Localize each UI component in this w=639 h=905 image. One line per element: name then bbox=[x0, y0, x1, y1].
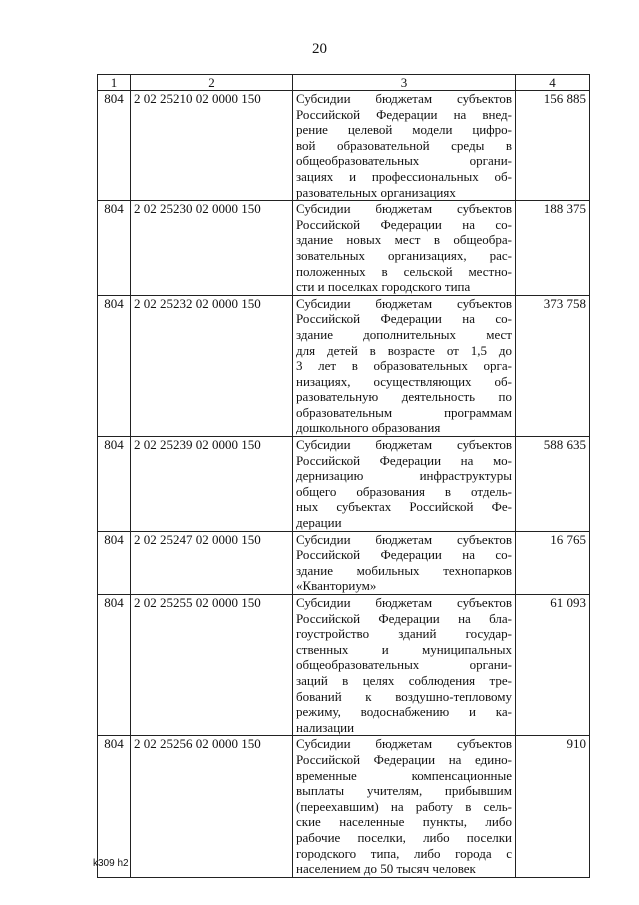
description-cell bbox=[293, 295, 516, 436]
description-line: низациях, осуществляющих об- bbox=[296, 373, 512, 389]
description-cell bbox=[293, 91, 516, 201]
description-line: Субсидии бюджетам субъектов bbox=[296, 295, 512, 311]
footer-code: k309 h2 bbox=[93, 858, 129, 869]
description-line: Субсидии бюджетам субъектов bbox=[296, 437, 512, 453]
description-line: временные компенсационные bbox=[296, 767, 512, 783]
admin-code-cell: 804 bbox=[98, 437, 131, 532]
description-line: (переехавшим) на работу в сель- bbox=[296, 798, 512, 814]
budget-classification-code-cell: 2 02 25256 02 0000 150 bbox=[131, 736, 293, 877]
description-line: рабочие поселки, либо поселки bbox=[296, 829, 512, 845]
description-line: Субсидии бюджетам субъектов bbox=[296, 91, 512, 106]
amount-cell: 910 bbox=[516, 736, 590, 877]
column-header-3: 3 bbox=[293, 75, 516, 91]
description-line: выплаты учителям, прибывшим bbox=[296, 783, 512, 799]
amount-cell: 156 885 bbox=[516, 91, 590, 201]
description-line: режиму, водоснабжению и ка- bbox=[296, 704, 512, 720]
table-row bbox=[98, 91, 590, 201]
description-line: нализации bbox=[296, 719, 355, 735]
amount-cell: 188 375 bbox=[516, 201, 590, 296]
description-cell bbox=[293, 531, 516, 594]
description-line: зациях и профессиональных об- bbox=[296, 168, 512, 184]
description-line: вой образовательной среды в bbox=[296, 137, 512, 153]
table-row bbox=[98, 437, 590, 532]
description-line: ных субъектах Российской Фе- bbox=[296, 499, 512, 515]
description-line: разовательных организациях bbox=[296, 184, 456, 200]
description-line: гоустройство зданий государ- bbox=[296, 626, 512, 642]
table-row bbox=[98, 595, 590, 736]
table-row bbox=[98, 531, 590, 594]
description-line: рение целевой модели цифро- bbox=[296, 122, 512, 138]
admin-code-cell: 804 bbox=[98, 201, 131, 296]
amount-cell: 61 093 bbox=[516, 595, 590, 736]
description-line: ственных и муниципальных bbox=[296, 641, 512, 657]
description-line: «Кванториум» bbox=[296, 578, 377, 594]
column-header-1: 1 bbox=[98, 75, 131, 91]
table-row bbox=[98, 736, 590, 877]
description-cell bbox=[293, 437, 516, 532]
column-header-2: 2 bbox=[131, 75, 293, 91]
description-line: заций в целях соблюдения тре- bbox=[296, 672, 512, 688]
description-line: здание новых мест в общеобра- bbox=[296, 232, 512, 248]
admin-code-cell: 804 bbox=[98, 531, 131, 594]
description-cell bbox=[293, 201, 516, 296]
page-number: 20 bbox=[312, 41, 327, 57]
admin-code-cell: 804 bbox=[98, 736, 131, 877]
description-line: Российской Федерации на со- bbox=[296, 311, 512, 327]
description-line: Российской Федерации на со- bbox=[296, 547, 512, 563]
description-line: Российской Федерации на бла- bbox=[296, 610, 512, 626]
description-line: общего образования в отдель- bbox=[296, 483, 512, 499]
budget-classification-code-cell: 2 02 25230 02 0000 150 bbox=[131, 201, 293, 296]
description-line: сти и поселках городского типа bbox=[296, 279, 471, 295]
description-line: городского типа, либо города с bbox=[296, 845, 512, 861]
description-line: Российской Федерации на со- bbox=[296, 216, 512, 232]
admin-code-cell: 804 bbox=[98, 595, 131, 736]
description-line: Субсидии бюджетам субъектов bbox=[296, 531, 512, 547]
description-cell bbox=[293, 736, 516, 877]
description-line: дернизацию инфраструктуры bbox=[296, 468, 512, 484]
budget-classification-code-cell: 2 02 25239 02 0000 150 bbox=[131, 437, 293, 532]
amount-cell: 373 758 bbox=[516, 295, 590, 436]
description-cell bbox=[293, 595, 516, 736]
budget-classification-code-cell: 2 02 25255 02 0000 150 bbox=[131, 595, 293, 736]
description-line: Субсидии бюджетам субъектов bbox=[296, 201, 512, 217]
amount-cell: 588 635 bbox=[516, 437, 590, 532]
table-body bbox=[98, 91, 590, 878]
description-line: для детей в возрасте от 1,5 до bbox=[296, 342, 512, 358]
description-line: Российской Федерации на мо- bbox=[296, 452, 512, 468]
budget-classification-code-cell: 2 02 25247 02 0000 150 bbox=[131, 531, 293, 594]
description-line: образовательным программам bbox=[296, 404, 512, 420]
header-row bbox=[98, 75, 590, 91]
description-line: населением до 50 тысяч человек bbox=[296, 861, 476, 877]
admin-code-cell: 804 bbox=[98, 91, 131, 201]
budget-table bbox=[97, 74, 590, 878]
budget-classification-code-cell: 2 02 25210 02 0000 150 bbox=[131, 91, 293, 201]
amount-cell: 16 765 bbox=[516, 531, 590, 594]
description-line: 3 лет в образовательных орга- bbox=[296, 358, 512, 374]
description-line: общеобразовательных органи- bbox=[296, 657, 512, 673]
description-line: зовательных организациях, рас- bbox=[296, 247, 512, 263]
table-row bbox=[98, 295, 590, 436]
description-line: Субсидии бюджетам субъектов bbox=[296, 736, 512, 752]
description-line: Российской Федерации на внед- bbox=[296, 106, 512, 122]
description-line: ские населенные пункты, либо bbox=[296, 814, 512, 830]
table-row bbox=[98, 201, 590, 296]
description-line: бований к воздушно-тепловому bbox=[296, 688, 512, 704]
description-line: дошкольного образования bbox=[296, 420, 441, 436]
description-line: положенных в сельской местно- bbox=[296, 263, 512, 279]
column-header-4: 4 bbox=[516, 75, 590, 91]
description-line: общеобразовательных органи- bbox=[296, 153, 512, 169]
description-line: здание мобильных технопарков bbox=[296, 562, 512, 578]
description-line: разовательную деятельность по bbox=[296, 389, 512, 405]
description-line: Российской Федерации на едино- bbox=[296, 751, 512, 767]
description-line: Субсидии бюджетам субъектов bbox=[296, 595, 512, 610]
description-line: здание дополнительных мест bbox=[296, 326, 512, 342]
budget-classification-code-cell: 2 02 25232 02 0000 150 bbox=[131, 295, 293, 436]
description-line: дерации bbox=[296, 515, 342, 531]
admin-code-cell: 804 bbox=[98, 295, 131, 436]
